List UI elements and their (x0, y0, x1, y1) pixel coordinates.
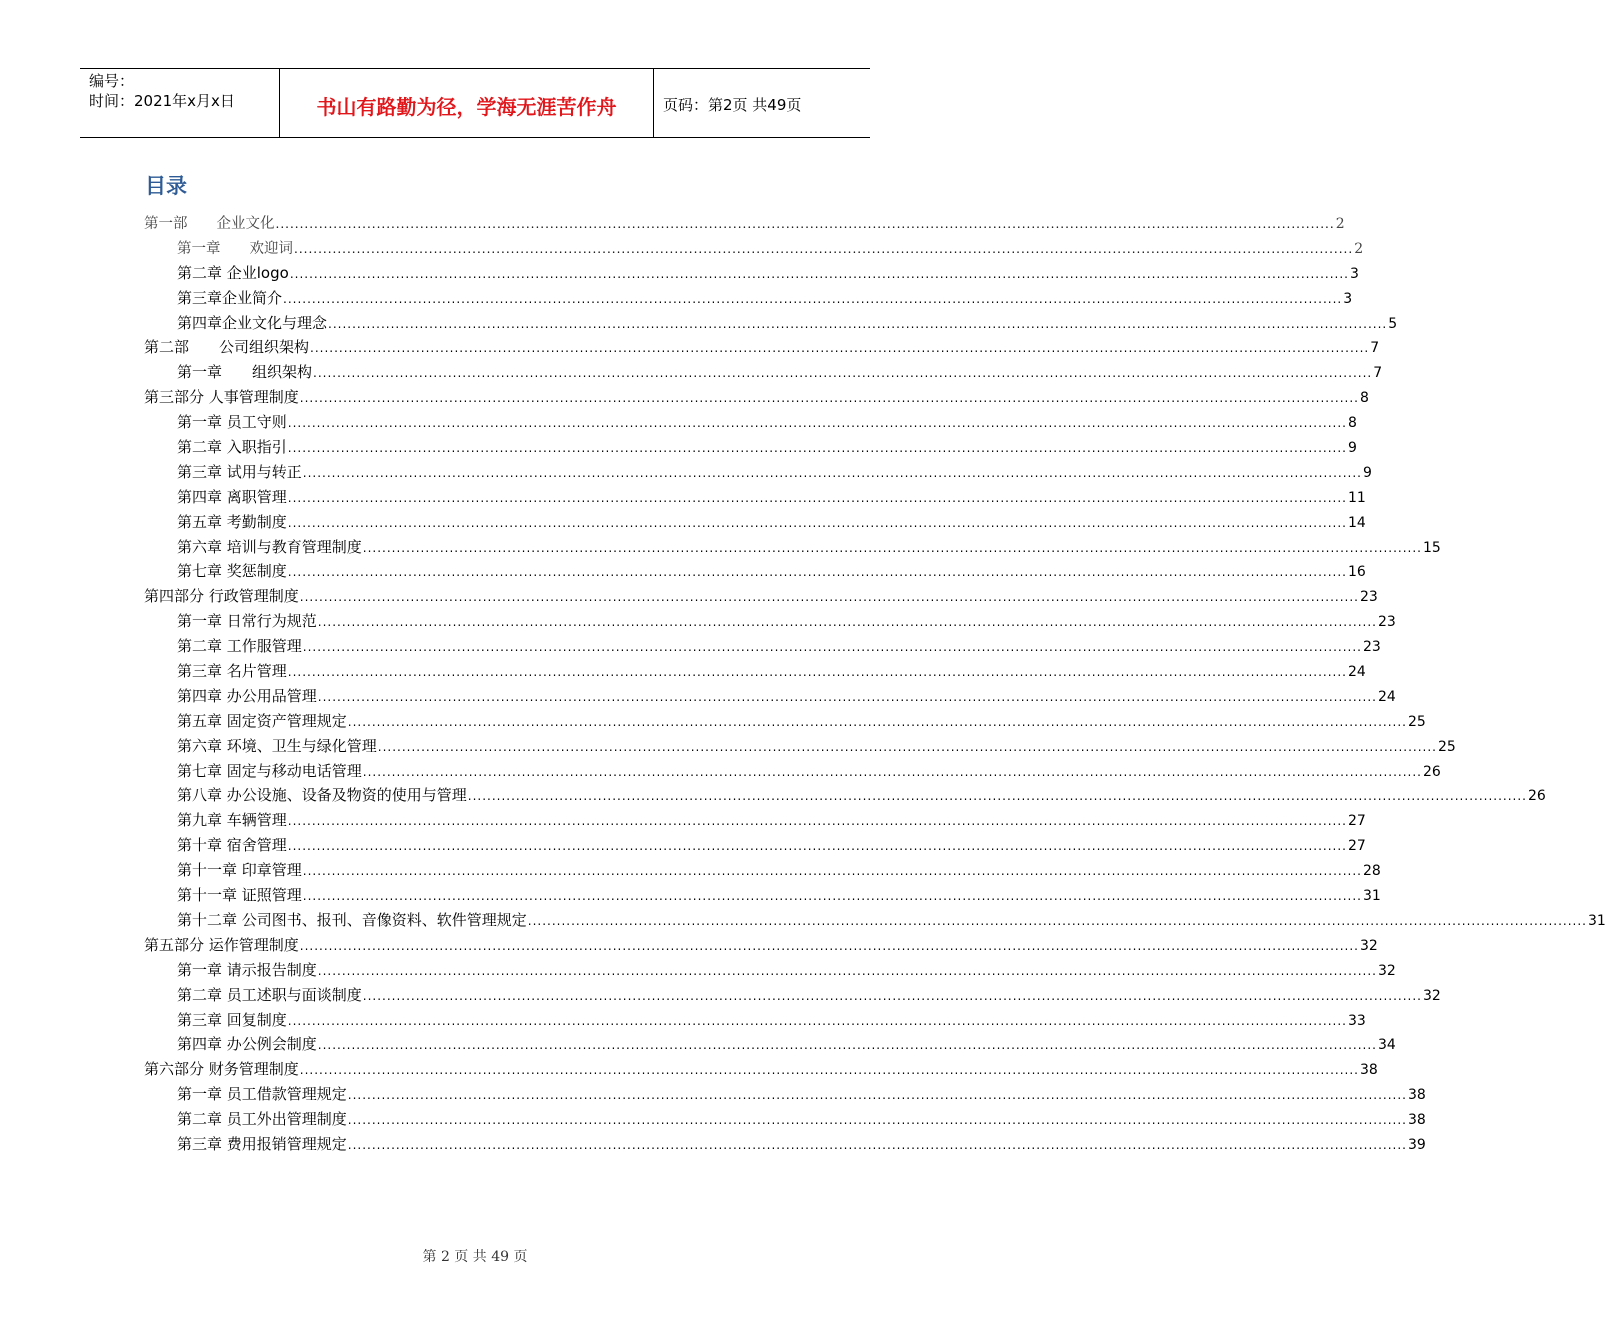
toc-entry-title: 第四章 离职管理 (177, 487, 287, 506)
toc-leader-dots: ............................................................................................................................................................................................................................ (317, 689, 1377, 704)
toc-entry[interactable] (144, 784, 1546, 809)
toc-entry-page: 11 (1347, 489, 1366, 506)
toc-entry-title: 第四章 办公用品管理 (177, 686, 317, 705)
toc-entry-page: 23 (1362, 639, 1381, 656)
toc-entry-page: 38 (1359, 1062, 1378, 1079)
toc-entry-page: 34 (1377, 1037, 1396, 1054)
toc-entry-page: 3 (1343, 290, 1353, 307)
toc-entry-page: 25 (1437, 738, 1456, 755)
toc-leader-dots: ............................................................................................................................................................................................................................ (275, 217, 1335, 231)
toc-entry-page: 32 (1359, 937, 1378, 954)
toc-entry-title: 第八章 办公设施、设备及物资的使用与管理 (177, 786, 467, 805)
toc-leader-dots: ............................................................................................................................................................................................................................ (527, 913, 1587, 928)
toc-entry-page: 15 (1422, 539, 1441, 556)
toc-entry[interactable] (144, 511, 1366, 536)
toc-entry-page: 24 (1347, 664, 1366, 681)
toc-entry[interactable] (144, 710, 1426, 735)
toc-entry-title: 第一章 日常行为规范 (177, 612, 317, 631)
toc-leader-dots: ............................................................................................................................................................................................................................ (362, 540, 1422, 555)
toc-entry-page: 38 (1407, 1112, 1426, 1129)
toc-leader-dots: ............................................................................................................................................................................................................................ (362, 988, 1422, 1003)
toc-entry[interactable] (144, 312, 1398, 337)
toc-leader-dots: ............................................................................................................................................................................................................................ (294, 241, 1354, 256)
toc-title: 目录 (145, 174, 187, 198)
toc-entry-title: 第十一章 证照管理 (177, 886, 302, 905)
toc-entry-page: 38 (1407, 1087, 1426, 1104)
toc-entry-page: 32 (1422, 987, 1441, 1004)
toc-entry-title: 第一部 企业文化 (144, 216, 275, 232)
toc-entry-title: 第一章 组织架构 (177, 363, 313, 382)
toc-entry[interactable] (144, 884, 1381, 909)
toc-leader-dots: ............................................................................................................................................................................................................................ (289, 266, 1349, 281)
toc-entry-page: 25 (1407, 713, 1426, 730)
toc-entry-page: 28 (1362, 863, 1381, 880)
toc-entry-title: 第二章 员工外出管理制度 (177, 1110, 347, 1129)
toc-leader-dots: ............................................................................................................................................................................................................................ (317, 615, 1377, 630)
toc-entry[interactable] (144, 1108, 1426, 1133)
toc-entry-title: 第三部分 人事管理制度 (144, 388, 299, 407)
serial-label: 编号： (89, 72, 135, 90)
toc-entry[interactable] (144, 287, 1353, 312)
toc-entry-title: 第四章 办公例会制度 (177, 1035, 317, 1054)
toc-leader-dots: ............................................................................................................................................................................................................................ (287, 441, 1347, 456)
toc-entry[interactable] (144, 834, 1366, 859)
toc-entry[interactable] (144, 934, 1378, 959)
toc-entry-title: 第十二章 公司图书、报刊、音像资料、软件管理规定 (177, 910, 527, 929)
toc-entry[interactable] (144, 1033, 1396, 1058)
toc-entry-page: 31 (1587, 912, 1606, 929)
toc-entry-title: 第三章 回复制度 (177, 1010, 287, 1029)
toc-leader-dots: ............................................................................................................................................................................................................................ (287, 814, 1347, 829)
toc-entry[interactable] (144, 809, 1366, 834)
toc-entry-page: 26 (1527, 788, 1546, 805)
toc-leader-dots: ............................................................................................................................................................................................................................ (362, 764, 1422, 779)
toc-entry-page: 2 (1335, 216, 1345, 232)
toc-entry-page: 26 (1422, 763, 1441, 780)
header-page-info: 页码：第2页 共49页 (663, 95, 802, 114)
toc-entry-title: 第六章 培训与教育管理制度 (177, 537, 362, 556)
toc-leader-dots: ............................................................................................................................................................................................................................ (287, 665, 1347, 680)
toc-entry-title: 第九章 车辆管理 (177, 811, 287, 830)
toc-leader-dots: ............................................................................................................................................................................................................................ (377, 739, 1437, 754)
toc-leader-dots: ............................................................................................................................................................................................................................ (299, 1063, 1359, 1078)
toc-entry-page: 9 (1362, 464, 1372, 481)
toc-entry[interactable] (144, 212, 1345, 237)
toc-entry-title: 第二部 公司组织架构 (144, 338, 310, 357)
toc-entry[interactable] (144, 760, 1441, 785)
toc-entry[interactable] (144, 361, 1383, 386)
header-meta (80, 69, 280, 137)
toc-entry-title: 第四部分 行政管理制度 (144, 587, 299, 606)
toc-leader-dots: ............................................................................................................................................................................................................................ (287, 515, 1347, 530)
toc-leader-dots: ............................................................................................................................................................................................................................ (302, 864, 1362, 879)
toc-entry[interactable] (144, 262, 1359, 287)
toc-entry-title: 第三章企业简介 (177, 288, 283, 307)
toc-entry-title: 第一章 请示报告制度 (177, 960, 317, 979)
toc-entry-title: 第五部分 运作管理制度 (144, 935, 299, 954)
toc-leader-dots: ............................................................................................................................................................................................................................ (328, 316, 1388, 331)
toc-entry-page: 7 (1373, 365, 1383, 382)
toc-entry[interactable] (144, 959, 1396, 984)
toc-leader-dots: ............................................................................................................................................................................................................................ (299, 590, 1359, 605)
table-of-contents (144, 212, 1606, 1158)
toc-entry-title: 第六章 环境、卫生与绿化管理 (177, 736, 377, 755)
page-footer: 第 2 页 共 49 页 (422, 1249, 528, 1265)
toc-entry-title: 第四章企业文化与理念 (177, 313, 328, 332)
toc-leader-dots: ............................................................................................................................................................................................................................ (347, 1088, 1407, 1103)
toc-entry-page: 27 (1347, 838, 1366, 855)
toc-entry-page: 33 (1347, 1012, 1366, 1029)
toc-entry-title: 第三章 试用与转正 (177, 462, 302, 481)
toc-entry-page: 3 (1350, 265, 1359, 282)
toc-entry-page: 5 (1388, 315, 1398, 332)
toc-leader-dots: ............................................................................................................................................................................................................................ (347, 714, 1407, 729)
toc-leader-dots: ............................................................................................................................................................................................................................ (467, 789, 1527, 804)
toc-entry[interactable] (144, 735, 1456, 760)
toc-leader-dots: ............................................................................................................................................................................................................................ (287, 1013, 1347, 1028)
toc-entry-title: 第二章 企业logo (177, 263, 289, 282)
toc-entry[interactable] (144, 486, 1366, 511)
toc-entry[interactable] (144, 560, 1366, 585)
toc-leader-dots: ............................................................................................................................................................................................................................ (347, 1137, 1407, 1152)
toc-entry[interactable] (144, 984, 1441, 1009)
toc-entry[interactable] (144, 909, 1606, 934)
toc-entry-title: 第二章 员工述职与面谈制度 (177, 985, 362, 1004)
toc-leader-dots: ............................................................................................................................................................................................................................ (287, 490, 1347, 505)
toc-entry[interactable] (144, 685, 1396, 710)
toc-entry-title: 第二章 工作服管理 (177, 637, 302, 656)
toc-leader-dots: ............................................................................................................................................................................................................................ (299, 391, 1359, 406)
toc-entry-title: 第五章 固定资产管理规定 (177, 711, 347, 730)
toc-entry-title: 第三章 名片管理 (177, 662, 287, 681)
toc-entry-page: 24 (1377, 688, 1396, 705)
toc-entry-page: 9 (1347, 440, 1357, 457)
toc-leader-dots: ............................................................................................................................................................................................................................ (299, 938, 1359, 953)
toc-entry[interactable] (144, 1133, 1426, 1158)
toc-leader-dots: ............................................................................................................................................................................................................................ (283, 291, 1343, 306)
toc-entry-title: 第十一章 印章管理 (177, 861, 302, 880)
toc-entry-page: 32 (1377, 962, 1396, 979)
header-motto: 书山有路勤为径，学海无涯苦作舟 (280, 69, 654, 137)
toc-entry-title: 第六部分 财务管理制度 (144, 1060, 299, 1079)
date-label: 时间：2021年x月x日 (89, 92, 235, 110)
toc-entry-title: 第五章 考勤制度 (177, 512, 287, 531)
toc-entry[interactable] (144, 536, 1441, 561)
toc-entry-page: 39 (1407, 1136, 1426, 1153)
toc-entry[interactable] (144, 859, 1381, 884)
toc-entry[interactable] (144, 237, 1364, 262)
toc-entry[interactable] (144, 386, 1369, 411)
toc-entry-title: 第三章 费用报销管理规定 (177, 1134, 347, 1153)
toc-entry-page: 8 (1359, 390, 1369, 407)
toc-entry[interactable] (144, 635, 1381, 660)
toc-entry-title: 第十章 宿舍管理 (177, 836, 287, 855)
toc-entry-title: 第一章 员工借款管理规定 (177, 1085, 347, 1104)
toc-entry-page: 14 (1347, 514, 1366, 531)
toc-entry[interactable] (144, 411, 1357, 436)
toc-entry[interactable] (144, 585, 1378, 610)
toc-entry-page: 16 (1347, 564, 1366, 581)
toc-entry-title: 第七章 固定与移动电话管理 (177, 761, 362, 780)
toc-leader-dots: ............................................................................................................................................................................................................................ (287, 565, 1347, 580)
toc-leader-dots: ............................................................................................................................................................................................................................ (317, 963, 1377, 978)
toc-entry[interactable] (144, 336, 1380, 361)
toc-entry-title: 第二章 入职指引 (177, 438, 287, 457)
toc-leader-dots: ............................................................................................................................................................................................................................ (310, 341, 1370, 356)
toc-entry-page: 2 (1354, 240, 1364, 257)
toc-entry[interactable] (144, 610, 1396, 635)
toc-entry[interactable] (144, 1058, 1378, 1083)
toc-entry[interactable] (144, 1083, 1426, 1108)
toc-leader-dots: ............................................................................................................................................................................................................................ (347, 1113, 1407, 1128)
toc-entry[interactable] (144, 1009, 1366, 1034)
toc-entry-page: 8 (1347, 415, 1357, 432)
toc-entry-page: 7 (1370, 340, 1380, 357)
toc-entry-page: 23 (1359, 589, 1378, 606)
toc-entry-title: 第七章 奖惩制度 (177, 562, 287, 581)
toc-entry[interactable] (144, 461, 1372, 486)
toc-leader-dots: ............................................................................................................................................................................................................................ (302, 889, 1362, 904)
toc-leader-dots: ............................................................................................................................................................................................................................ (313, 366, 1373, 381)
toc-entry-title: 第一章 员工守则 (177, 413, 287, 432)
toc-leader-dots: ............................................................................................................................................................................................................................ (302, 640, 1362, 655)
toc-entry-page: 23 (1377, 614, 1396, 631)
toc-entry-page: 27 (1347, 813, 1366, 830)
toc-entry-title: 第一章 欢迎词 (177, 240, 293, 257)
toc-entry[interactable] (144, 436, 1357, 461)
toc-leader-dots: ............................................................................................................................................................................................................................ (317, 1038, 1377, 1053)
toc-entry-page: 31 (1362, 888, 1381, 905)
toc-leader-dots: ............................................................................................................................................................................................................................ (287, 839, 1347, 854)
page-header (80, 68, 870, 138)
toc-leader-dots: ............................................................................................................................................................................................................................ (302, 465, 1362, 480)
toc-entry[interactable] (144, 660, 1366, 685)
toc-leader-dots: ............................................................................................................................................................................................................................ (287, 416, 1347, 431)
